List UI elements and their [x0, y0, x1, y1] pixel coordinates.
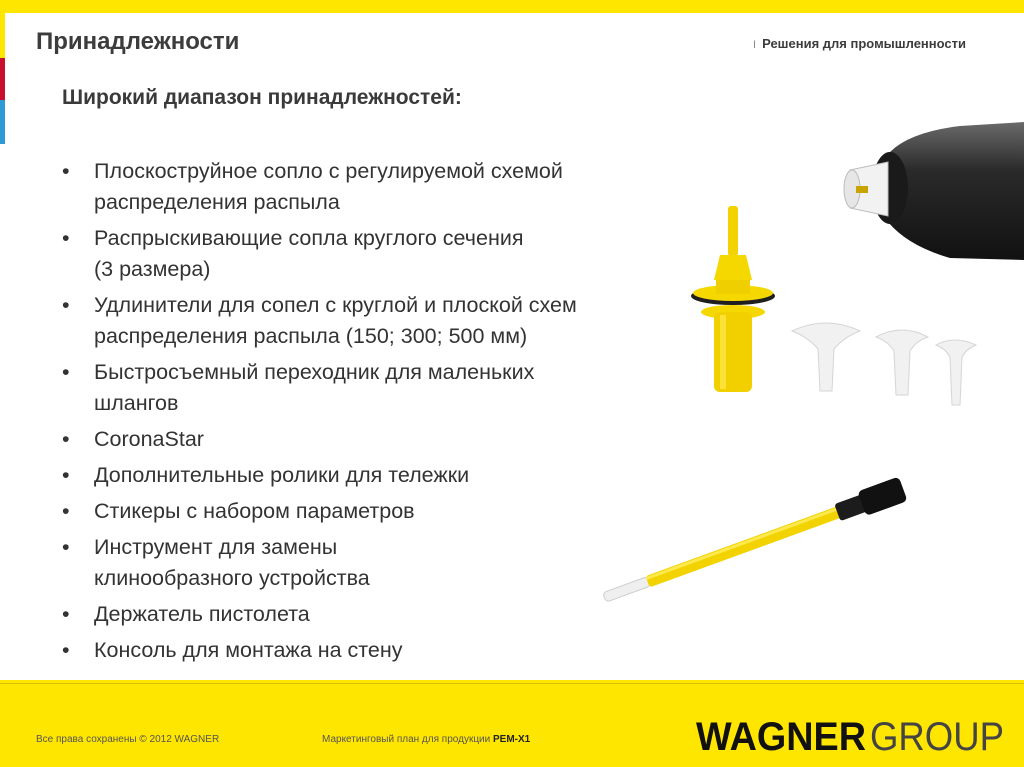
footer-copyright [36, 734, 219, 745]
side-accent-blue [0, 100, 5, 144]
list-item [62, 223, 682, 285]
plan-prefix: Маркетинговый план для продукции [322, 734, 491, 745]
list-item-line: • Быстросъемный переходник для маленьких [94, 360, 535, 384]
page-title: Принадлежности [36, 28, 240, 55]
header-tagline [753, 36, 966, 51]
list-item [62, 357, 682, 419]
list-item [62, 635, 682, 666]
list-item-line: распределения распыла (150; 300; 500 мм) [94, 324, 528, 348]
list-item [62, 532, 682, 594]
nozzle-extension-image [590, 474, 940, 604]
list-item-line: • Консоль для монтажа на стену [94, 638, 403, 662]
list-item [62, 599, 682, 630]
list-item-line: • Удлинители для сопел с круглой и плоской схем [94, 293, 577, 317]
wagner-group-logo [694, 700, 1006, 756]
list-item-line: • Распрыскивающие сопла круглого сечения [94, 226, 524, 250]
list-item-line: • Стикеры с набором параметров [94, 499, 415, 523]
black-nozzle-adapter-image [830, 118, 1024, 266]
top-accent-stripe [0, 0, 1024, 13]
list-item [62, 424, 682, 455]
list-item [62, 496, 682, 527]
tagline-text: Решения для промышленности [762, 36, 966, 51]
list-item-line: • Инструмент для замены [94, 535, 338, 559]
plan-product: PEM-X1 [493, 734, 531, 745]
list-item-line: распределения распыла [94, 190, 340, 214]
list-item-line: • CoronaStar [94, 427, 204, 451]
section-subtitle: Широкий диапазон принадлежностей: [62, 86, 462, 109]
list-item [62, 290, 682, 352]
footer-plan [322, 734, 530, 745]
list-item-line: • Дополнительные ролики для тележки [94, 463, 470, 487]
list-item-line: • Плоскоструйное сопло с регулируемой схемой [94, 159, 563, 183]
list-item [62, 460, 682, 491]
tagline-separator: I [753, 39, 757, 51]
round-spray-nozzles-image [786, 315, 984, 415]
list-item-line: клинообразного устройства [94, 566, 370, 590]
yellow-adapter-image [690, 200, 780, 400]
logo-brand: WAGNER [696, 715, 867, 756]
list-item-line: • Держатель пистолета [94, 602, 310, 626]
accessories-list [62, 156, 682, 671]
list-item-line: шлангов [94, 391, 179, 415]
footer-divider [0, 683, 1024, 684]
logo-suffix: GROUP [870, 715, 1004, 756]
side-accent-yellow [0, 13, 5, 58]
copyright-year: © 2012 WAGNER [139, 734, 220, 745]
list-item [62, 156, 682, 218]
copyright-prefix: Все права сохранены [36, 734, 137, 745]
list-item-line: (3 размера) [94, 257, 211, 281]
side-accent-red [0, 58, 5, 100]
